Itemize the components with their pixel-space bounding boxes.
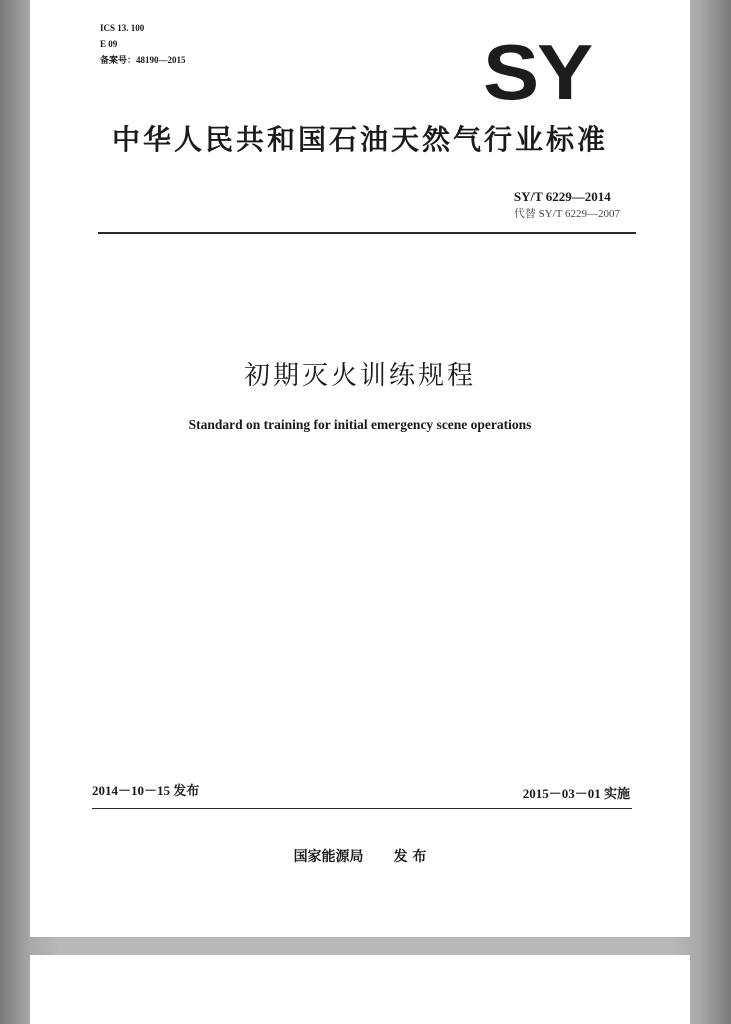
publisher-name: 国家能源局 [293,849,364,865]
sy-logo: SY [482,28,592,116]
next-page [30,955,690,1024]
effective-date: 2015－03－01 实施 [522,786,630,801]
top-divider [98,232,636,234]
classification-meta [100,20,186,68]
filing-number: 备案号：48190—2015 [100,55,186,65]
publisher-line [30,846,690,866]
standard-code-block [514,188,620,222]
ics-code: ICS 13. 100 [100,23,145,33]
issue-date: 2014－10－15 发布 [92,783,200,798]
class-code: E 09 [100,39,118,49]
document-title-english: Standard on training for initial emergency scene operations [188,417,532,432]
replaces-note: 代替 SY/T 6229—2007 [513,208,620,220]
standard-code: SY/T 6229—2014 [513,189,611,204]
document-page [30,0,690,937]
publish-action: 发 布 [393,849,427,865]
document-title-chinese: 初期灭火训练规程 [243,361,476,391]
bottom-divider [92,808,632,809]
industry-standard-title: 中华人民共和国石油天然气行业标准 [111,123,608,156]
